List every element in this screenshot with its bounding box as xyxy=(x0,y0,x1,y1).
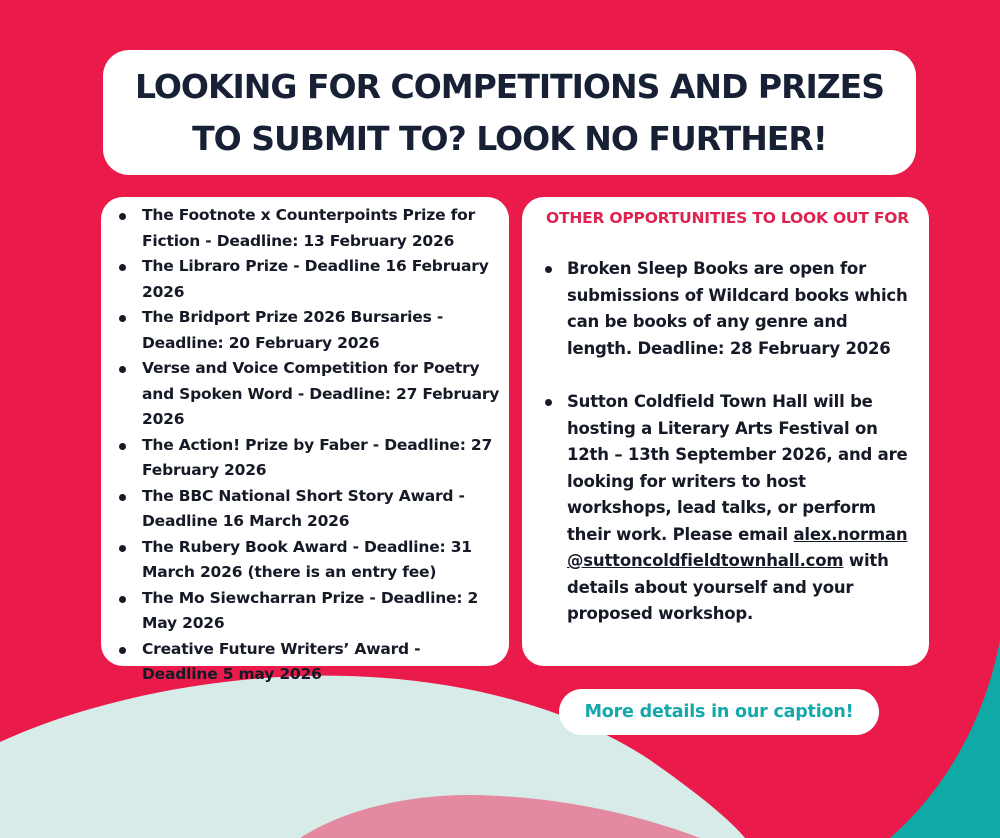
opportunity-item-sutton-coldfield xyxy=(567,389,911,628)
other-opportunities-title: OTHER OPPORTUNITIES TO LOOK OUT FOR xyxy=(545,209,909,227)
prize-item: The Mo Siewcharran Prize - Deadline: 2 May 2026 xyxy=(142,586,501,637)
other-opportunities-card xyxy=(522,197,929,666)
prize-item: Verse and Voice Competition for Poetry and Spoken Word - Deadline: 27 February 2026 xyxy=(142,356,501,433)
bullet-icon xyxy=(545,266,552,273)
prize-item: The Libraro Prize - Deadline 16 February 2026 xyxy=(142,254,501,305)
prize-list xyxy=(101,203,501,688)
bullet-icon xyxy=(119,213,126,220)
prize-item: The Rubery Book Award - Deadline: 31 March 2026 (there is an entry fee) xyxy=(142,535,501,586)
prizes-card xyxy=(101,197,509,683)
prize-item: The BBC National Short Story Award - Deadline 16 March 2026 xyxy=(142,484,501,535)
bullet-icon xyxy=(119,596,126,603)
more-details-caption-pill: More details in our caption! xyxy=(559,689,879,735)
bullet-icon xyxy=(119,545,126,552)
bullet-icon xyxy=(545,399,552,406)
prize-item: The Footnote x Counterpoints Prize for Fiction - Deadline: 13 February 2026 xyxy=(142,203,501,254)
teal-corner-shape xyxy=(890,640,1000,838)
bullet-icon xyxy=(119,647,126,654)
headline-line-1: LOOKING FOR COMPETITIONS AND PRIZES xyxy=(135,66,884,106)
prize-item: Creative Future Writers’ Award - Deadline 5 may 2026 xyxy=(142,637,501,688)
bullet-icon xyxy=(119,366,126,373)
opportunity-item-broken-sleep: Broken Sleep Books are open for submissions of Wildcard books which can be books of any genre and length. Deadline: 28 February 2026 xyxy=(567,256,911,362)
email-link[interactable]: alex.norman@suttoncoldfieldtownhall.com xyxy=(567,524,908,570)
headline-card xyxy=(103,50,916,175)
bullet-icon xyxy=(119,494,126,501)
opportunity-text-before-email: Sutton Coldfield Town Hall will be hosting a Literary Arts Festival on 12th – 13th September 2026, and are looking for writers to host workshops, lead talks, or perform their work. Please email xyxy=(567,392,908,544)
headline xyxy=(135,61,884,165)
opportunity-text-after-email: with details about yourself and your proposed workshop. xyxy=(567,551,889,623)
prize-item: The Action! Prize by Faber - Deadline: 27 February 2026 xyxy=(142,433,501,484)
bullet-icon xyxy=(119,315,126,322)
bullet-icon xyxy=(119,443,126,450)
bullet-icon xyxy=(119,264,126,271)
opportunity-list xyxy=(544,256,911,628)
headline-line-2: TO SUBMIT TO? LOOK NO FURTHER! xyxy=(192,118,827,158)
prize-item: The Bridport Prize 2026 Bursaries - Deadline: 20 February 2026 xyxy=(142,305,501,356)
